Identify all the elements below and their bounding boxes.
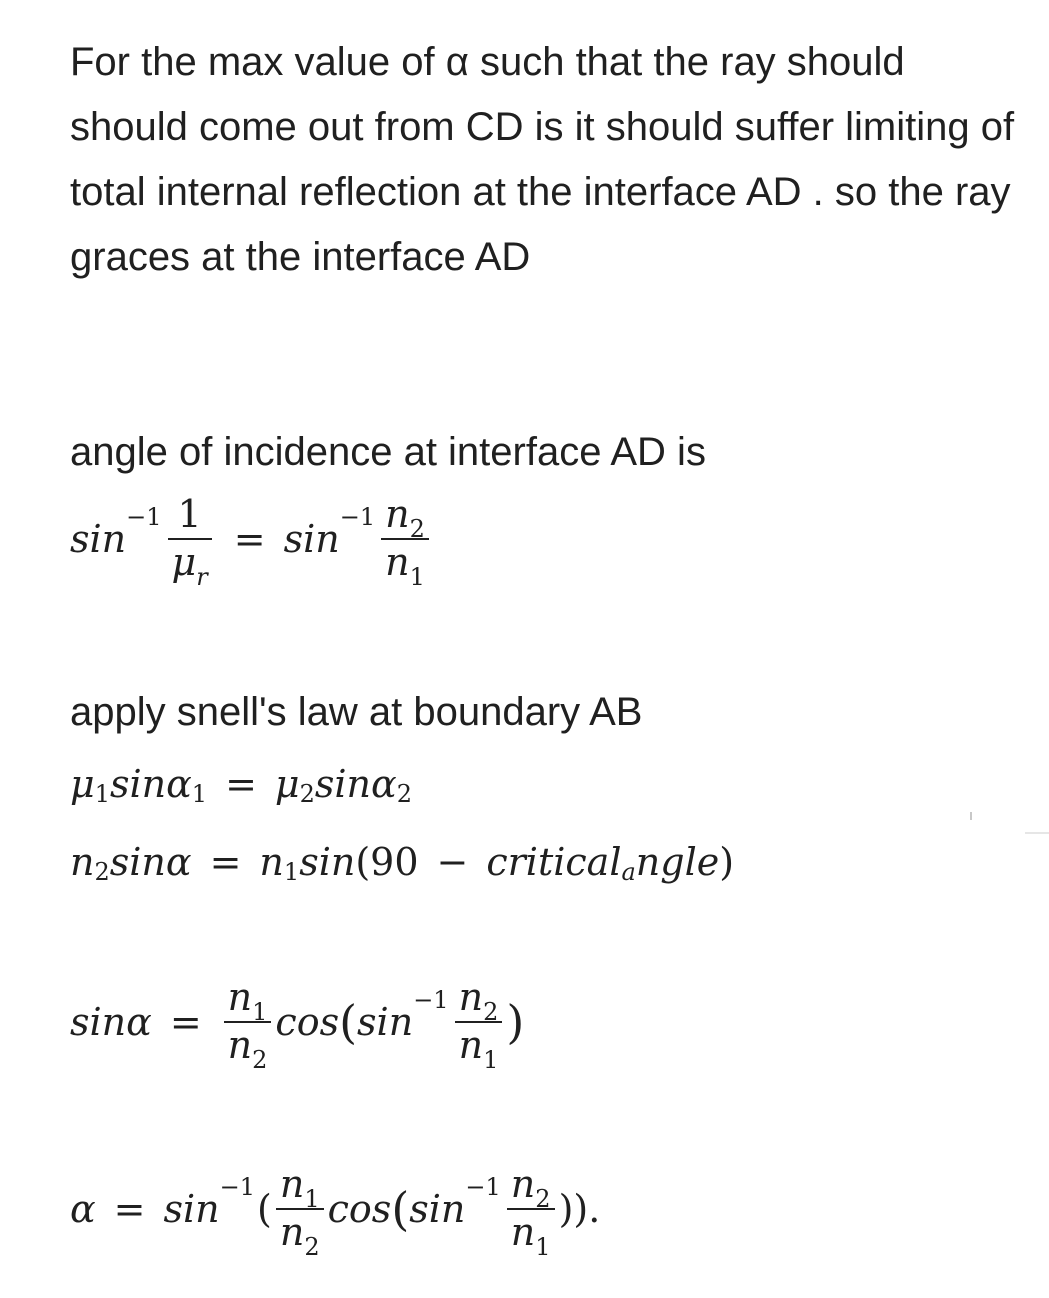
denominator [224, 1022, 272, 1074]
open-paren: ( [391, 1181, 410, 1236]
subscript: r [196, 562, 208, 591]
fraction-n1-over-n2 [276, 1162, 324, 1261]
ninety-value: 90 [370, 840, 419, 884]
equation-snell-applied [70, 840, 734, 884]
inverse-exponent: −1 [219, 1172, 256, 1201]
equation-critical-angle [70, 492, 433, 591]
cos-text: cos [327, 1186, 392, 1231]
n-symbol: n [458, 1022, 484, 1067]
closing-punctuation: )). [558, 1186, 601, 1231]
subscript: 2 [304, 1232, 320, 1261]
equals-sign: = [113, 1186, 146, 1231]
subscript: 1 [483, 1045, 499, 1074]
equation-snell-general [70, 762, 412, 806]
alpha-symbol: α [70, 1186, 96, 1231]
stray-mark [970, 812, 972, 820]
n-symbol: n [279, 1162, 305, 1206]
alpha-symbol: α [126, 999, 152, 1044]
sin-text: sin [70, 999, 127, 1044]
sin-text: sin [283, 516, 340, 561]
mu-symbol: μ [274, 762, 300, 806]
subscript: 2 [299, 780, 315, 808]
numerator [381, 492, 429, 543]
denominator [276, 1209, 324, 1261]
subscript: 2 [535, 1185, 551, 1213]
open-paren: ( [355, 840, 371, 884]
subscript: 1 [283, 858, 300, 886]
cos-text: cos [275, 999, 340, 1044]
intro-paragraph: For the max value of α such that the ray should should come out from CD is it should suffer limiting of total internal reflection at the interface AD . so the ray graces at the interface AD [70, 40, 1015, 279]
subscript: 2 [94, 858, 110, 886]
n-symbol: n [70, 840, 95, 884]
close-paren: ) [719, 840, 735, 884]
inverse-exponent: −1 [465, 1172, 501, 1201]
sin-text: sin [109, 840, 166, 884]
fraction-n2-over-n1 [381, 492, 429, 591]
n-symbol: n [227, 1022, 253, 1067]
inverse-exponent: −1 [413, 985, 449, 1014]
alpha-symbol: α [165, 840, 192, 884]
equals-sign: = [233, 516, 266, 561]
inverse-exponent: −1 [339, 502, 376, 531]
subscript: 2 [252, 1045, 268, 1074]
ngle-text: ngle [635, 840, 720, 884]
numerator [507, 1162, 555, 1213]
subscript: 2 [409, 515, 425, 543]
numerator: 1 [177, 492, 202, 536]
subscript: 1 [191, 780, 208, 808]
stray-line [1025, 832, 1049, 834]
fraction-n2-over-n1 [455, 975, 503, 1074]
n-symbol: n [259, 840, 284, 884]
alpha-symbol: α [166, 762, 192, 806]
equals-sign: = [169, 999, 202, 1044]
denominator [381, 539, 429, 591]
minus-sign: − [436, 840, 469, 884]
subscript: a [621, 858, 636, 886]
mu-symbol: μ [171, 539, 197, 584]
n-symbol: n [510, 1162, 536, 1206]
denominator [455, 1022, 503, 1074]
snell-heading: apply snell's law at boundary AB [70, 690, 643, 734]
sin-text: sin [163, 1186, 220, 1231]
sin-text: sin [109, 762, 167, 806]
open-paren: ( [257, 1186, 272, 1231]
numerator [224, 975, 272, 1026]
numerator [276, 1162, 324, 1213]
subscript: 1 [94, 780, 110, 808]
sin-text: sin [314, 762, 372, 806]
sin-text: sin [299, 840, 356, 884]
denominator [168, 539, 212, 591]
equation-sin-alpha [70, 975, 525, 1074]
subscript: 1 [535, 1232, 551, 1261]
critical-text: critical [486, 840, 622, 884]
fraction-n1-over-n2 [224, 975, 272, 1074]
sin-text: sin [357, 999, 414, 1044]
n-symbol: n [279, 1209, 305, 1254]
n-symbol: n [227, 975, 253, 1019]
equation-alpha-result [70, 1162, 601, 1261]
close-paren: ) [506, 994, 525, 1049]
n-symbol: n [458, 975, 484, 1019]
subscript: 2 [483, 998, 499, 1026]
sin-text: sin [70, 516, 127, 561]
numerator [455, 975, 503, 1026]
inverse-exponent: −1 [126, 502, 162, 531]
open-paren: ( [339, 994, 358, 1049]
mu-symbol: μ [70, 762, 95, 806]
subscript: 1 [304, 1185, 320, 1213]
sin-text: sin [409, 1186, 466, 1231]
alpha-symbol: α [371, 762, 397, 806]
equals-sign: = [225, 762, 257, 806]
subscript: 2 [396, 780, 412, 808]
denominator [507, 1209, 555, 1261]
incidence-heading: angle of incidence at interface AD is [70, 430, 706, 474]
n-symbol: n [510, 1209, 536, 1254]
subscript: 1 [252, 998, 268, 1026]
n-symbol: n [385, 539, 410, 584]
n-symbol: n [385, 492, 410, 536]
equals-sign: = [209, 840, 242, 884]
fraction-one-over-mu [168, 492, 212, 591]
fraction-n2-over-n1 [507, 1162, 555, 1261]
subscript: 1 [409, 562, 425, 591]
